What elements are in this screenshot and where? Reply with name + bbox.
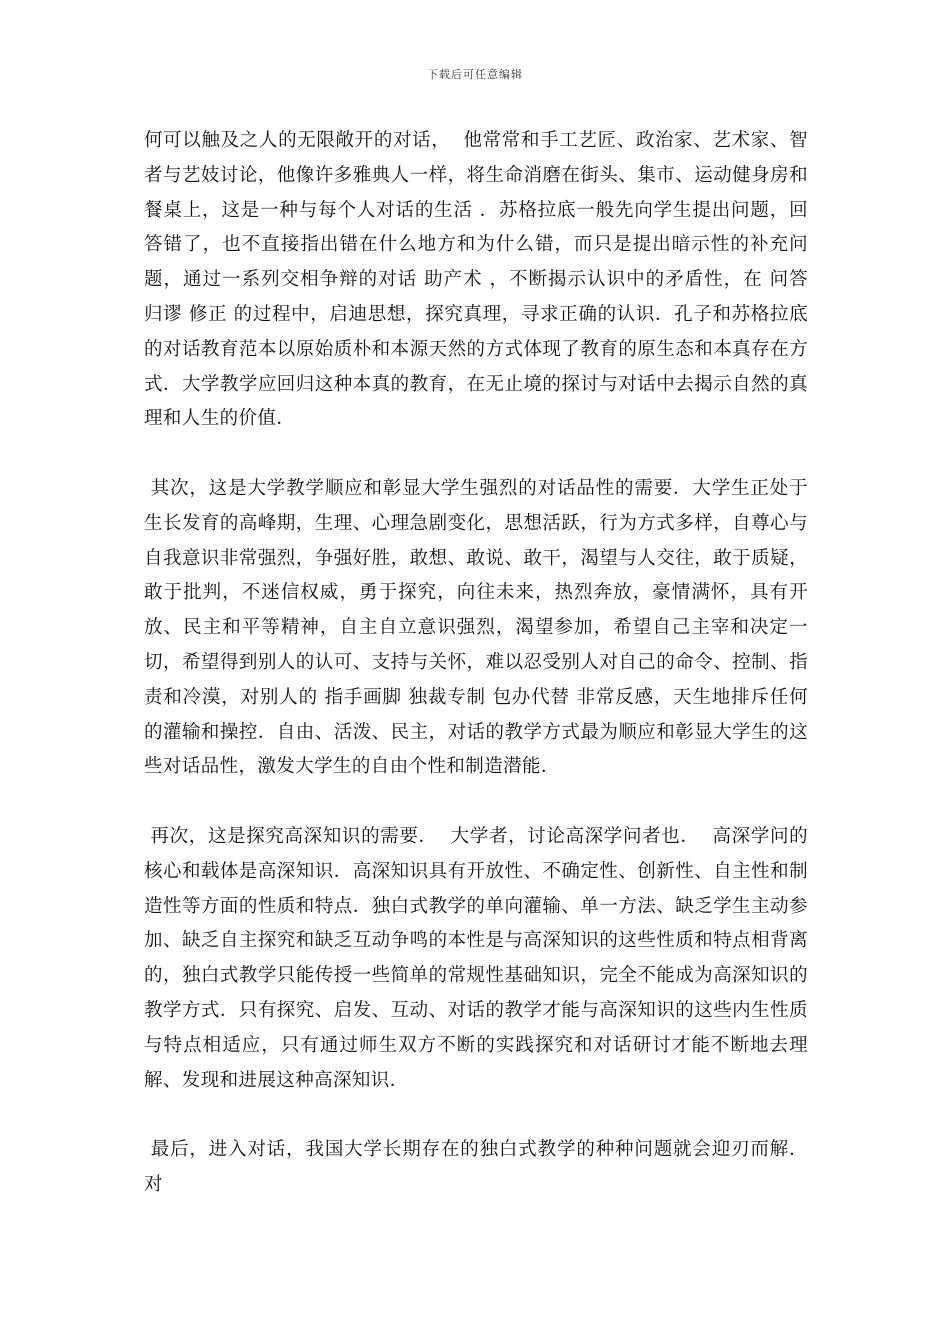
paragraph-2: 其次，这是大学教学顺应和彰显大学生强烈的对话品性的需要．大学生正处于生长发育的高峰期，生理、心理急剧变化，思想活跃，行为方式多样，自尊心与自我意识非常强烈，争强好胜，敢想、敢说、敢干，渴望与人交往，敢于质疑，敢于批判，不迷信权威，勇于探究，向往未来，热烈奔放，豪情满怀，具有开放、民主和平等精神，自主自立意识强烈，渴望参加，希望自己主宰和决定一切，希望得到别人的认可、支持与关怀，难以忍受别人对自己的命令、控制、指责和冷漠，对别人的 指手画脚 独裁专制 包办代替 非常反感，天生地排斥任何的灌输和操控．自由、活泼、民主，对话的教学方式最为顺应和彰显大学生的这些对话品性，激发大学生的自由个性和制造潜能． bbox=[144, 477, 809, 778]
paragraph-3: 再次，这是探究高深知识的需要． 大学者，讨论高深学问者也． 高深学问的核心和载体是高深知识．高深知识具有开放性、不确定性、创新性、自主性和制造性等方面的性质和特点．独白式教学的单向灌输、单一方法、缺乏学生主动参加、缺乏自主探究和缺乏互动争鸣的本性是与高深知识的这些性质和特点相背离的，独白式教学只能传授一些简单的常规性基础知识，完全不能成为高深知识的教学方式．只有探究、启发、互动、对话的教学才能与高深知识的这些内生性质与特点相适应，只有通过师生双方不断的实践探究和对话研讨才能不断地去理解、发现和进展这种高深知识． bbox=[144, 825, 809, 1091]
document-body bbox=[144, 124, 815, 1203]
paragraph-4: 最后，进入对话，我国大学长期存在的独白式教学的种种问题就会迎刃而解．对 bbox=[144, 1139, 809, 1195]
page-header: 下载后可任意编辑 bbox=[427, 68, 523, 81]
paragraph-1: 何可以触及之人的无限敞开的对话， 他常常和手工艺匠、政治家、艺术家、智者与艺妓讨论，他像许多雅典人一样，将生命消磨在街头、集市、运动健身房和餐桌上，这是一种与每个人对话的生活 ．苏格拉底一般先向学生提出问题，回答错了，也不直接指出错在什么地方和为什么错，而只是提出暗示性的补充问题，通过一系列交相争辩的对话 助产术 ，不断揭示认识中的矛盾性，在 问答 归谬 修正 的过程中，启迪思想，探究真理，寻求正确的认识．孔子和苏格拉底的对话教育范本以原始质朴和本源天然的方式体现了教育的原生态和本真存在方式．大学教学应回归这种本真的教育，在无止境的探讨与对话中去揭示自然的真理和人生的价值． bbox=[144, 130, 815, 430]
